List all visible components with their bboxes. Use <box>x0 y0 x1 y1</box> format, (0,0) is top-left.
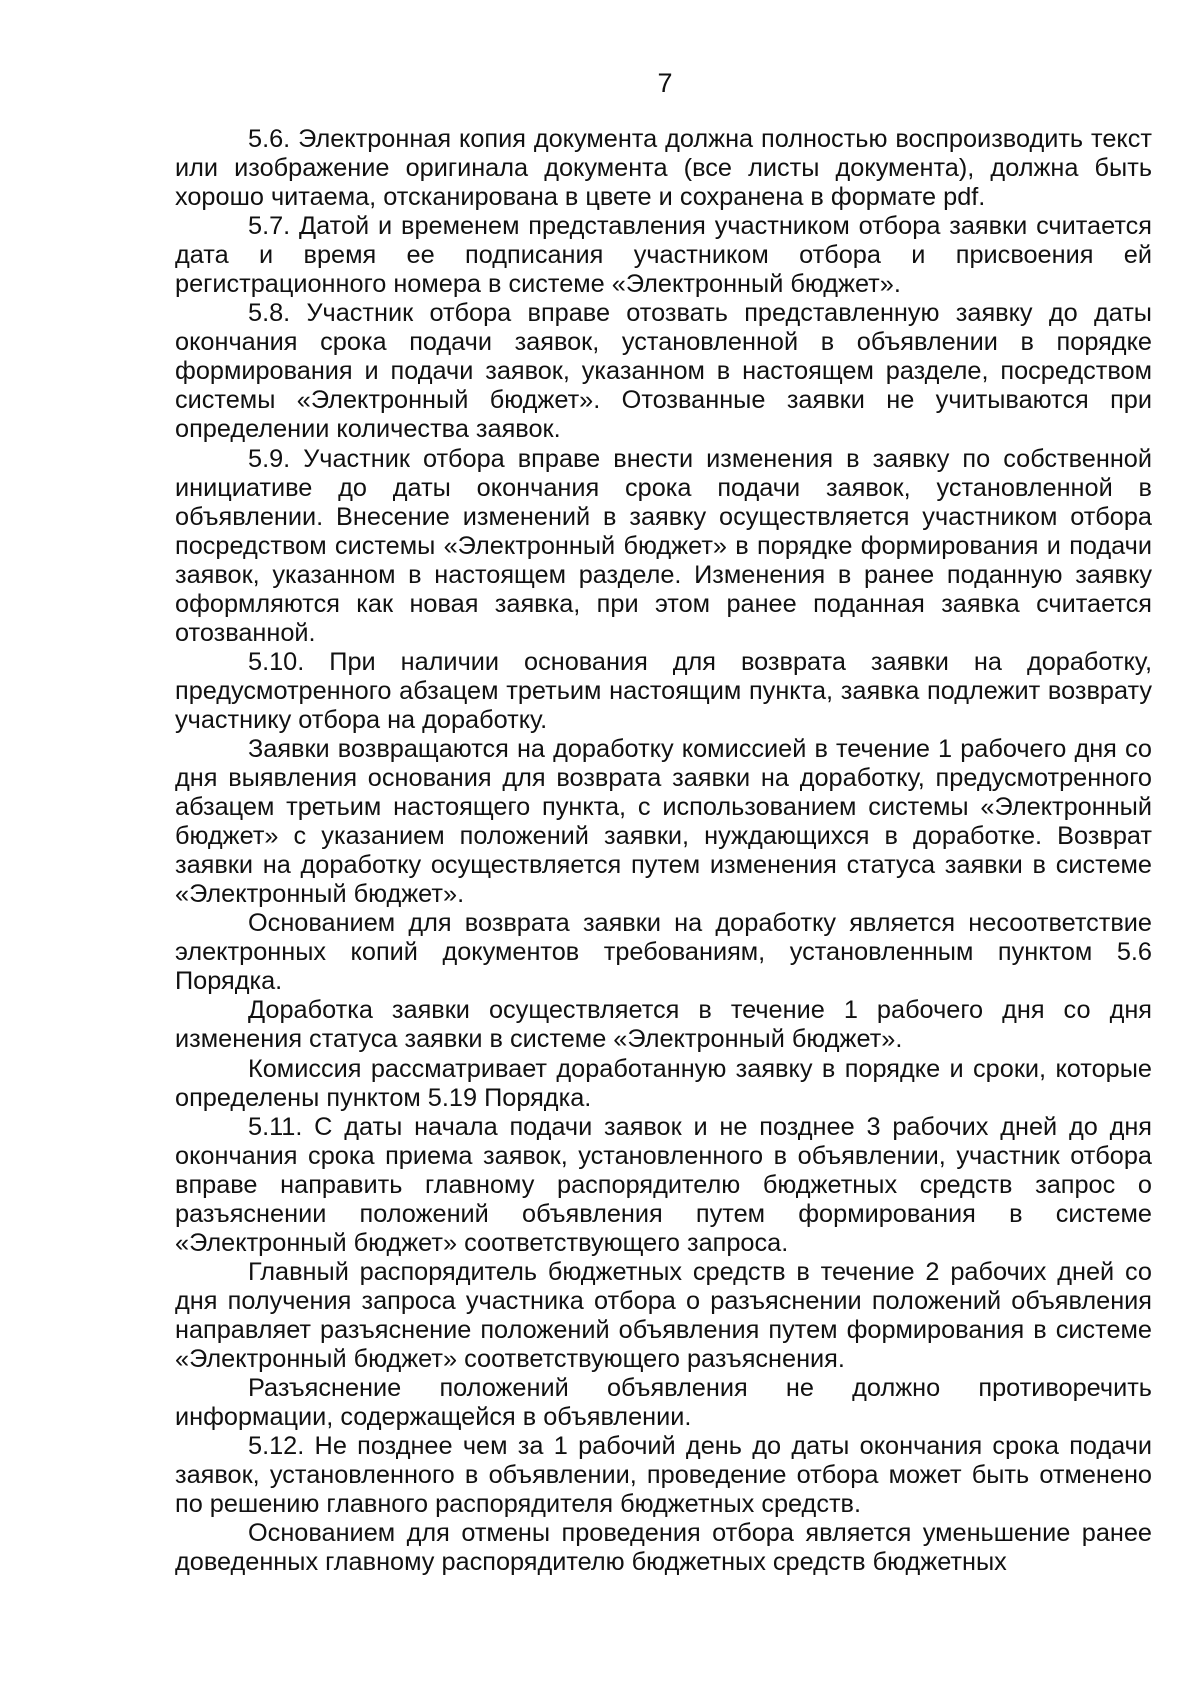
page-number: 7 <box>657 68 673 98</box>
paragraph-5-6: 5.6. Электронная копия документа должна полностью воспроизводить текст или изображение оригинала документа (все листы документа), должна быть хорошо читаема, отсканирована в цвете и сохранена в формате pdf. <box>175 125 1152 212</box>
paragraph-return-procedure: Заявки возвращаются на доработку комиссией в течение 1 рабочего дня со дня выявления основания для возврата заявки на доработку, предусмотренного абзацем третьим настоящего пункта, с использованием системы «Электронный бюджет» с указанием положений заявки, нуждающихся в доработке. Возврат заявки на доработку осуществляется путем изменения статуса заявки в системе «Электронный бюджет». <box>175 734 1152 909</box>
paragraph-5-7: 5.7. Датой и временем представления участником отбора заявки считается дата и время ее подписания участником отбора и присвоения ей регистрационного номера в системе «Электронный бюджет». <box>175 212 1152 299</box>
paragraph-commission-review: Комиссия рассматривает доработанную заявку в порядке и сроки, которые определены пунктом 5.19 Порядка. <box>175 1054 1152 1112</box>
document-body <box>175 125 1152 1577</box>
paragraph-clarification-limit: Разъяснение положений объявления не должно противоречить информации, содержащейся в объявлении. <box>175 1374 1152 1432</box>
paragraph-return-grounds: Основанием для возврата заявки на доработку является несоответствие электронных копий документов требованиям, установленным пунктом 5.6 Порядка. <box>175 909 1152 996</box>
paragraph-cancellation-grounds: Основанием для отмены проведения отбора является уменьшение ранее доведенных главному распорядителю бюджетных средств бюджетных <box>175 1519 1152 1577</box>
paragraph-clarification-response: Главный распорядитель бюджетных средств в течение 2 рабочих дней со дня получения запроса участника отбора о разъяснении положений объявления направляет разъяснение положений объявления путем формирования в системе «Электронный бюджет» соответствующего разъяснения. <box>175 1257 1152 1373</box>
paragraph-revision-term: Доработка заявки осуществляется в течение 1 рабочего дня со дня изменения статуса заявки в системе «Электронный бюджет». <box>175 996 1152 1054</box>
paragraph-5-11: 5.11. С даты начала подачи заявок и не позднее 3 рабочих дней до дня окончания срока приема заявок, установленного в объявлении, участник отбора вправе направить главному распорядителю бюджетных средств запрос о разъяснении положений объявления путем формирования в системе «Электронный бюджет» соответствующего запроса. <box>175 1112 1152 1257</box>
paragraph-5-8: 5.8. Участник отбора вправе отозвать представленную заявку до даты окончания срока подачи заявок, установленной в объявлении в порядке формирования и подачи заявок, указанном в настоящем разделе, посредством системы «Электронный бюджет». Отозванные заявки не учитываются при определении количества заявок. <box>175 299 1152 444</box>
paragraph-5-12: 5.12. Не позднее чем за 1 рабочий день до даты окончания срока подачи заявок, установленного в объявлении, проведение отбора может быть отменено по решению главного распорядителя бюджетных средств. <box>175 1432 1152 1519</box>
paragraph-5-9: 5.9. Участник отбора вправе внести изменения в заявку по собственной инициативе до даты окончания срока подачи заявок, установленной в объявлении. Внесение изменений в заявку осуществляется участником отбора посредством системы «Электронный бюджет» в порядке формирования и подачи заявок, указанном в настоящем разделе. Изменения в ранее поданную заявку оформляются как новая заявка, при этом ранее поданная заявка считается отозванной. <box>175 444 1152 647</box>
paragraph-5-10: 5.10. При наличии основания для возврата заявки на доработку, предусмотренного абзацем третьим настоящим пункта, заявка подлежит возврату участнику отбора на доработку. <box>175 647 1152 734</box>
